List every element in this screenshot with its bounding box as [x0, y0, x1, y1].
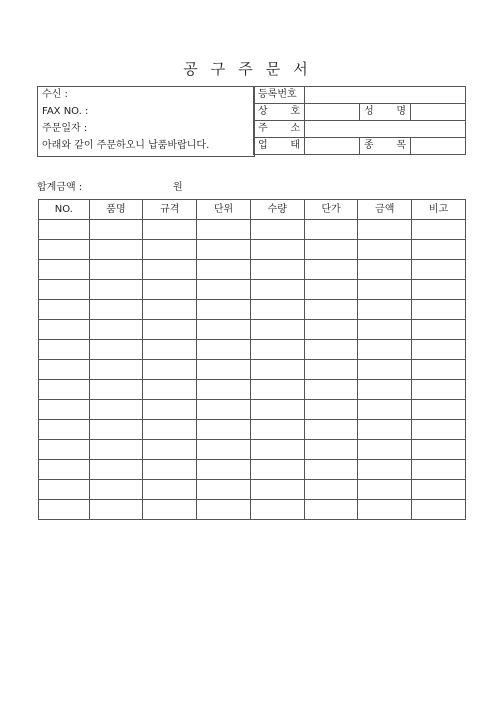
- item-cell[interactable]: [89, 360, 143, 380]
- address-field[interactable]: [305, 121, 466, 138]
- item-cell[interactable]: [39, 460, 90, 480]
- item-cell[interactable]: [197, 500, 251, 520]
- recipient-label: 수신 :: [42, 88, 68, 100]
- item-cell[interactable]: [89, 280, 143, 300]
- item-cell[interactable]: [412, 480, 466, 500]
- item-cell[interactable]: [197, 440, 251, 460]
- item-cell[interactable]: [89, 500, 143, 520]
- item-cell[interactable]: [143, 400, 197, 420]
- table-row: [39, 240, 466, 260]
- col-header: 금액: [358, 200, 412, 220]
- item-cell[interactable]: [143, 280, 197, 300]
- item-cell[interactable]: [412, 320, 466, 340]
- item-cell[interactable]: [250, 400, 304, 420]
- item-cell[interactable]: [197, 480, 251, 500]
- item-cell[interactable]: [143, 360, 197, 380]
- item-cell[interactable]: [143, 420, 197, 440]
- company-label: 상 호: [254, 104, 305, 121]
- col-header: 비고: [412, 200, 466, 220]
- item-cell[interactable]: [358, 400, 412, 420]
- orderer-info: [38, 86, 254, 154]
- item-cell[interactable]: [412, 420, 466, 440]
- col-header: 규격: [143, 200, 197, 220]
- item-cell[interactable]: [39, 420, 90, 440]
- item-cell[interactable]: [412, 260, 466, 280]
- business-item-label: 종 목: [360, 138, 411, 155]
- table-row: [39, 460, 466, 480]
- table-row: [39, 280, 466, 300]
- item-cell[interactable]: [39, 220, 90, 240]
- item-cell[interactable]: [89, 380, 143, 400]
- item-cell[interactable]: [358, 320, 412, 340]
- table-row: [39, 420, 466, 440]
- item-cell[interactable]: [143, 480, 197, 500]
- order-items-table: [38, 199, 466, 520]
- name-label: 성 명: [360, 104, 411, 121]
- item-cell[interactable]: [39, 280, 90, 300]
- item-cell[interactable]: [250, 220, 304, 240]
- item-cell[interactable]: [358, 440, 412, 460]
- business-item-field[interactable]: [411, 138, 466, 155]
- item-cell[interactable]: [304, 340, 358, 360]
- item-cell[interactable]: [358, 220, 412, 240]
- item-cell[interactable]: [197, 400, 251, 420]
- item-cell[interactable]: [197, 340, 251, 360]
- item-cell[interactable]: [250, 240, 304, 260]
- item-cell[interactable]: [358, 260, 412, 280]
- item-cell[interactable]: [412, 460, 466, 480]
- item-cell[interactable]: [304, 480, 358, 500]
- item-cell[interactable]: [358, 280, 412, 300]
- item-cell[interactable]: [89, 340, 143, 360]
- business-type-field[interactable]: [305, 138, 360, 155]
- item-cell[interactable]: [39, 480, 90, 500]
- item-cell[interactable]: [143, 500, 197, 520]
- item-cell[interactable]: [358, 500, 412, 520]
- table-row: [39, 300, 466, 320]
- item-cell[interactable]: [412, 280, 466, 300]
- item-cell[interactable]: [39, 440, 90, 460]
- item-cell[interactable]: [89, 240, 143, 260]
- item-cell[interactable]: [358, 480, 412, 500]
- item-cell[interactable]: [197, 320, 251, 340]
- item-cell[interactable]: [39, 240, 90, 260]
- item-cell[interactable]: [250, 500, 304, 520]
- table-row: [39, 360, 466, 380]
- order-date-label: 주문일자 :: [42, 122, 88, 134]
- table-row: [39, 440, 466, 460]
- item-cell[interactable]: [143, 440, 197, 460]
- item-cell[interactable]: [197, 460, 251, 480]
- item-cell[interactable]: [304, 240, 358, 260]
- item-cell[interactable]: [412, 440, 466, 460]
- reg-no-label: 등록번호: [254, 87, 305, 104]
- item-cell[interactable]: [358, 380, 412, 400]
- item-cell[interactable]: [250, 440, 304, 460]
- table-row: [39, 400, 466, 420]
- item-cell[interactable]: [304, 440, 358, 460]
- item-cell[interactable]: [358, 360, 412, 380]
- item-cell[interactable]: [39, 360, 90, 380]
- item-cell[interactable]: [89, 260, 143, 280]
- item-cell[interactable]: [304, 220, 358, 240]
- item-cell[interactable]: [143, 320, 197, 340]
- table-row: [39, 220, 466, 240]
- item-cell[interactable]: [304, 280, 358, 300]
- item-cell[interactable]: [250, 320, 304, 340]
- item-cell[interactable]: [39, 400, 90, 420]
- item-cell[interactable]: [143, 240, 197, 260]
- item-cell[interactable]: [250, 360, 304, 380]
- business-type-label: 업 태: [254, 138, 305, 155]
- item-cell[interactable]: [250, 260, 304, 280]
- item-cell[interactable]: [39, 500, 90, 520]
- item-cell[interactable]: [197, 240, 251, 260]
- item-cell[interactable]: [39, 260, 90, 280]
- item-cell[interactable]: [250, 420, 304, 440]
- table-row: [39, 320, 466, 340]
- total-amount: [37, 178, 183, 193]
- item-cell[interactable]: [250, 300, 304, 320]
- item-cell[interactable]: [304, 380, 358, 400]
- item-cell[interactable]: [412, 340, 466, 360]
- item-cell[interactable]: [412, 400, 466, 420]
- item-cell[interactable]: [143, 300, 197, 320]
- item-cell[interactable]: [89, 480, 143, 500]
- item-cell[interactable]: [304, 360, 358, 380]
- item-cell[interactable]: [358, 240, 412, 260]
- item-cell[interactable]: [89, 460, 143, 480]
- item-cell[interactable]: [304, 500, 358, 520]
- order-message: 아래와 같이 주문하오니 납품바랍니다.: [42, 139, 210, 151]
- total-unit: 원: [173, 182, 183, 193]
- item-cell[interactable]: [143, 220, 197, 240]
- table-row: [39, 500, 466, 520]
- item-cell[interactable]: [197, 300, 251, 320]
- item-cell[interactable]: [89, 300, 143, 320]
- item-cell[interactable]: [412, 240, 466, 260]
- item-cell[interactable]: [412, 500, 466, 520]
- item-cell[interactable]: [358, 460, 412, 480]
- document-title: 공구주문서: [183, 60, 321, 78]
- item-cell[interactable]: [89, 400, 143, 420]
- item-cell[interactable]: [304, 420, 358, 440]
- item-cell[interactable]: [250, 460, 304, 480]
- item-cell[interactable]: [250, 380, 304, 400]
- total-label: 합계금액 :: [37, 182, 83, 193]
- item-cell[interactable]: [197, 420, 251, 440]
- item-cell[interactable]: [250, 480, 304, 500]
- col-header: 단가: [304, 200, 358, 220]
- name-field[interactable]: [411, 104, 466, 121]
- item-cell[interactable]: [39, 380, 90, 400]
- item-cell[interactable]: [358, 300, 412, 320]
- fax-label: FAX NO. :: [42, 105, 89, 117]
- item-cell[interactable]: [89, 220, 143, 240]
- item-cell[interactable]: [197, 380, 251, 400]
- item-cell[interactable]: [412, 220, 466, 240]
- item-cell[interactable]: [197, 280, 251, 300]
- item-cell[interactable]: [39, 300, 90, 320]
- supplier-info: [253, 86, 466, 155]
- item-cell[interactable]: [197, 260, 251, 280]
- item-cell[interactable]: [304, 300, 358, 320]
- item-cell[interactable]: [412, 380, 466, 400]
- item-cell[interactable]: [89, 320, 143, 340]
- item-cell[interactable]: [304, 460, 358, 480]
- item-cell[interactable]: [143, 340, 197, 360]
- item-cell[interactable]: [39, 340, 90, 360]
- item-cell[interactable]: [143, 260, 197, 280]
- item-cell[interactable]: [89, 420, 143, 440]
- item-cell[interactable]: [358, 420, 412, 440]
- items-header-row: [39, 200, 466, 220]
- col-header: NO.: [39, 200, 90, 220]
- item-cell[interactable]: [89, 440, 143, 460]
- item-cell[interactable]: [250, 280, 304, 300]
- item-cell[interactable]: [304, 400, 358, 420]
- item-cell[interactable]: [358, 340, 412, 360]
- item-cell[interactable]: [39, 320, 90, 340]
- item-cell[interactable]: [197, 220, 251, 240]
- table-row: [39, 260, 466, 280]
- item-cell[interactable]: [143, 380, 197, 400]
- items-body: [39, 220, 466, 520]
- item-cell[interactable]: [143, 460, 197, 480]
- item-cell[interactable]: [304, 260, 358, 280]
- col-header: 수량: [250, 200, 304, 220]
- item-cell[interactable]: [412, 300, 466, 320]
- item-cell[interactable]: [250, 340, 304, 360]
- company-field[interactable]: [305, 104, 360, 121]
- table-row: [39, 380, 466, 400]
- table-row: [39, 480, 466, 500]
- reg-no-field[interactable]: [305, 87, 466, 104]
- item-cell[interactable]: [304, 320, 358, 340]
- col-header: 단위: [197, 200, 251, 220]
- item-cell[interactable]: [197, 360, 251, 380]
- item-cell[interactable]: [412, 360, 466, 380]
- address-label: 주 소: [254, 121, 305, 138]
- col-header: 품명: [89, 200, 143, 220]
- table-row: [39, 340, 466, 360]
